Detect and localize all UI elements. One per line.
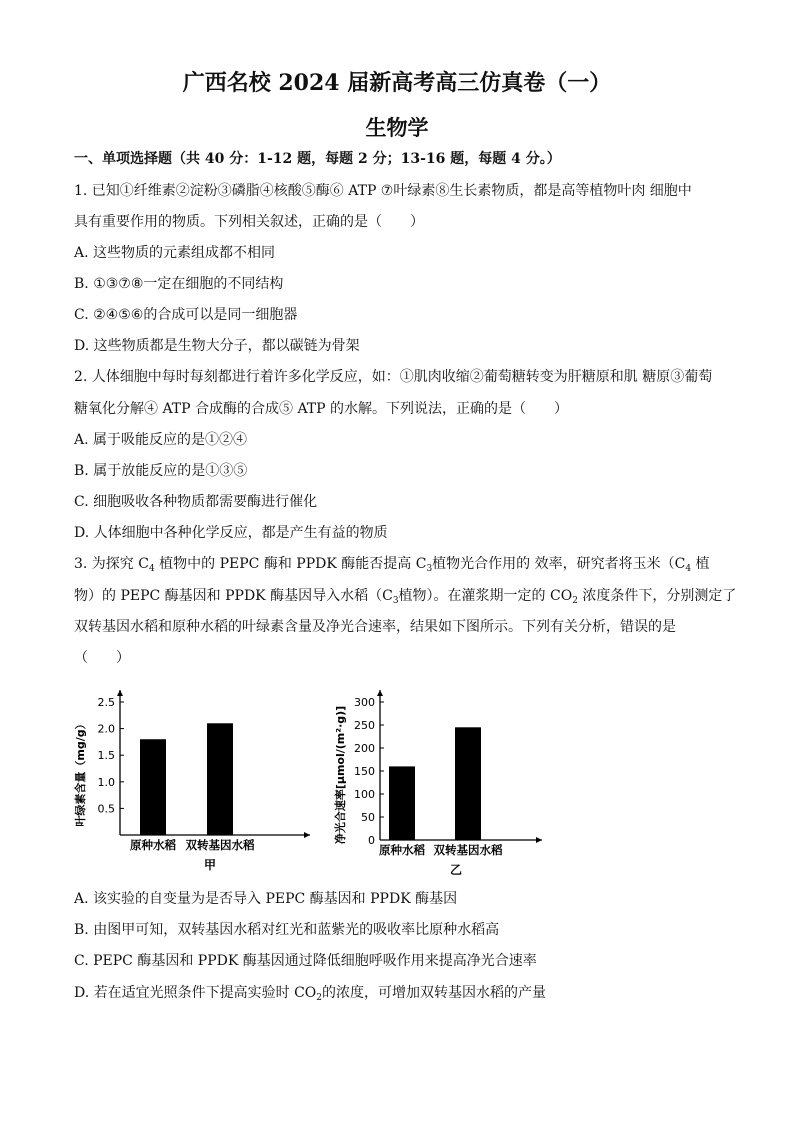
- q3-stem-line-2: 物）的 PEPC 酶基因和 PPDK 酶基因导入水稻（$C_3$植物）。在灌浆期一定的 $CO_2$ 浓度条件下，分别测定了: [74, 588, 737, 606]
- y-tick-label: 1.0: [97, 775, 115, 789]
- subject-title: 生物学: [365, 115, 429, 140]
- y-tick-label: 0: [368, 834, 375, 847]
- bar-double-transgenic: [207, 723, 233, 835]
- q3-option-b: B. 由图甲可知，双转基因水稻对红光和蓝紫光的吸收率比原种水稻高: [74, 922, 500, 938]
- y-axis-label: 净光合速率[μmol/(m²·g)]: [334, 705, 347, 845]
- q3-stem-line-3: 双转基因水稻和原种水稻的叶绿素含量及净光合速率，结果如下图所示。下列有关分析，错误的是: [74, 619, 676, 635]
- q3-option-c: C. PEPC 酶基因和 PPDK 酶基因通过降低细胞呼吸作用来提高净光合速率: [74, 953, 537, 969]
- q1-option-d: D. 这些物质都是生物大分子，都以碳链为骨架: [74, 338, 360, 354]
- y-tick-label: 300: [354, 696, 375, 709]
- x-tick-label: 双转基因水稻: [185, 838, 255, 852]
- q2-option-b: B. 属于放能反应的是①③⑤: [74, 463, 248, 479]
- chart-net-photosynthesis: [320, 680, 550, 880]
- y-axis-label: 叶绿素含量（mg/g）: [74, 718, 87, 827]
- q3-option-a: A. 该实验的自变量为是否导入 PEPC 酶基因和 PPDK 酶基因: [74, 891, 458, 907]
- y-tick-label: 100: [354, 788, 375, 801]
- y-tick-label: 150: [354, 765, 375, 778]
- q3-option-d: D. 若在适宜光照条件下提高实验时 $CO_2$的浓度，可增加双转基因水稻的产量: [74, 985, 546, 1003]
- q2-stem-line-1: 2. 人体细胞中每时每刻都进行着许多化学反应，如：①肌肉收缩②葡萄糖转变为肝糖原和肌 糖原③葡萄: [74, 369, 713, 385]
- q1-option-b: B. ①③⑦⑧一定在细胞的不同结构: [74, 276, 284, 292]
- bar-wild-type: [140, 739, 166, 835]
- y-tick-label: 0.5: [97, 802, 115, 816]
- q3-stem-line-1: 3. 为探究 $C_4$ 植物中的 PEPC 酶和 PPDK 酶能否提高 $C_3$植物光合作用的 效率，研究者将玉米（$C_4$ 植: [74, 556, 710, 574]
- y-tick-label: 2.5: [97, 696, 115, 709]
- y-tick-label: 2.0: [97, 722, 115, 736]
- q1-stem-line-2: 具有重要作用的物质。下列相关叙述，正确的是（ ）: [74, 214, 424, 230]
- chart-chlorophyll: [70, 680, 320, 880]
- q3-stem-line-4: （ ）: [74, 650, 130, 666]
- x-axis-arrow: [536, 837, 542, 843]
- y-tick-label: 200: [354, 742, 375, 755]
- q2-stem-line-2: 糖氧化分解④ ATP 合成酶的合成⑤ ATP 的水解。下列说法，正确的是（ ）: [74, 401, 569, 417]
- section-heading: 一、单项选择题（共 40 分：1-12 题，每题 2 分；13-16 题，每题 4 分。）: [74, 151, 561, 167]
- y-tick-label: 1.5: [97, 749, 115, 763]
- y-tick-label: 250: [354, 719, 375, 732]
- q2-option-a: A. 属于吸能反应的是①②④: [74, 432, 248, 448]
- bar-wild-type: [389, 766, 415, 840]
- y-axis-arrow: [117, 690, 123, 696]
- q1-stem-line-1: 1. 已知①纤维素②淀粉③磷脂④核酸⑤酶⑥ ATP ⑦叶绿素⑧生长素物质，都是高等植物叶肉 细胞中: [74, 183, 692, 199]
- q2-option-c: C. 细胞吸收各种物质都需要酶进行催化: [74, 494, 318, 510]
- q2-option-d: D. 人体细胞中各种化学反应，都是产生有益的物质: [74, 525, 388, 541]
- exam-title: 广西名校 2024 届新高考高三仿真卷（一）: [182, 70, 612, 96]
- x-tick-label: 原种水稻: [379, 843, 425, 857]
- y-axis-arrow: [377, 690, 383, 696]
- chart-caption: 甲: [203, 858, 217, 872]
- q1-option-c: C. ②④⑤⑥的合成可以是同一细胞器: [74, 307, 298, 323]
- x-tick-label: 双转基因水稻: [433, 843, 503, 857]
- q1-option-a: A. 这些物质的元素组成都不相同: [74, 245, 276, 261]
- x-tick-label: 原种水稻: [130, 838, 176, 852]
- y-tick-label: 50: [361, 811, 375, 824]
- x-axis-arrow: [304, 832, 310, 838]
- bar-double-transgenic: [455, 727, 481, 840]
- chart-caption: 乙: [449, 863, 463, 877]
